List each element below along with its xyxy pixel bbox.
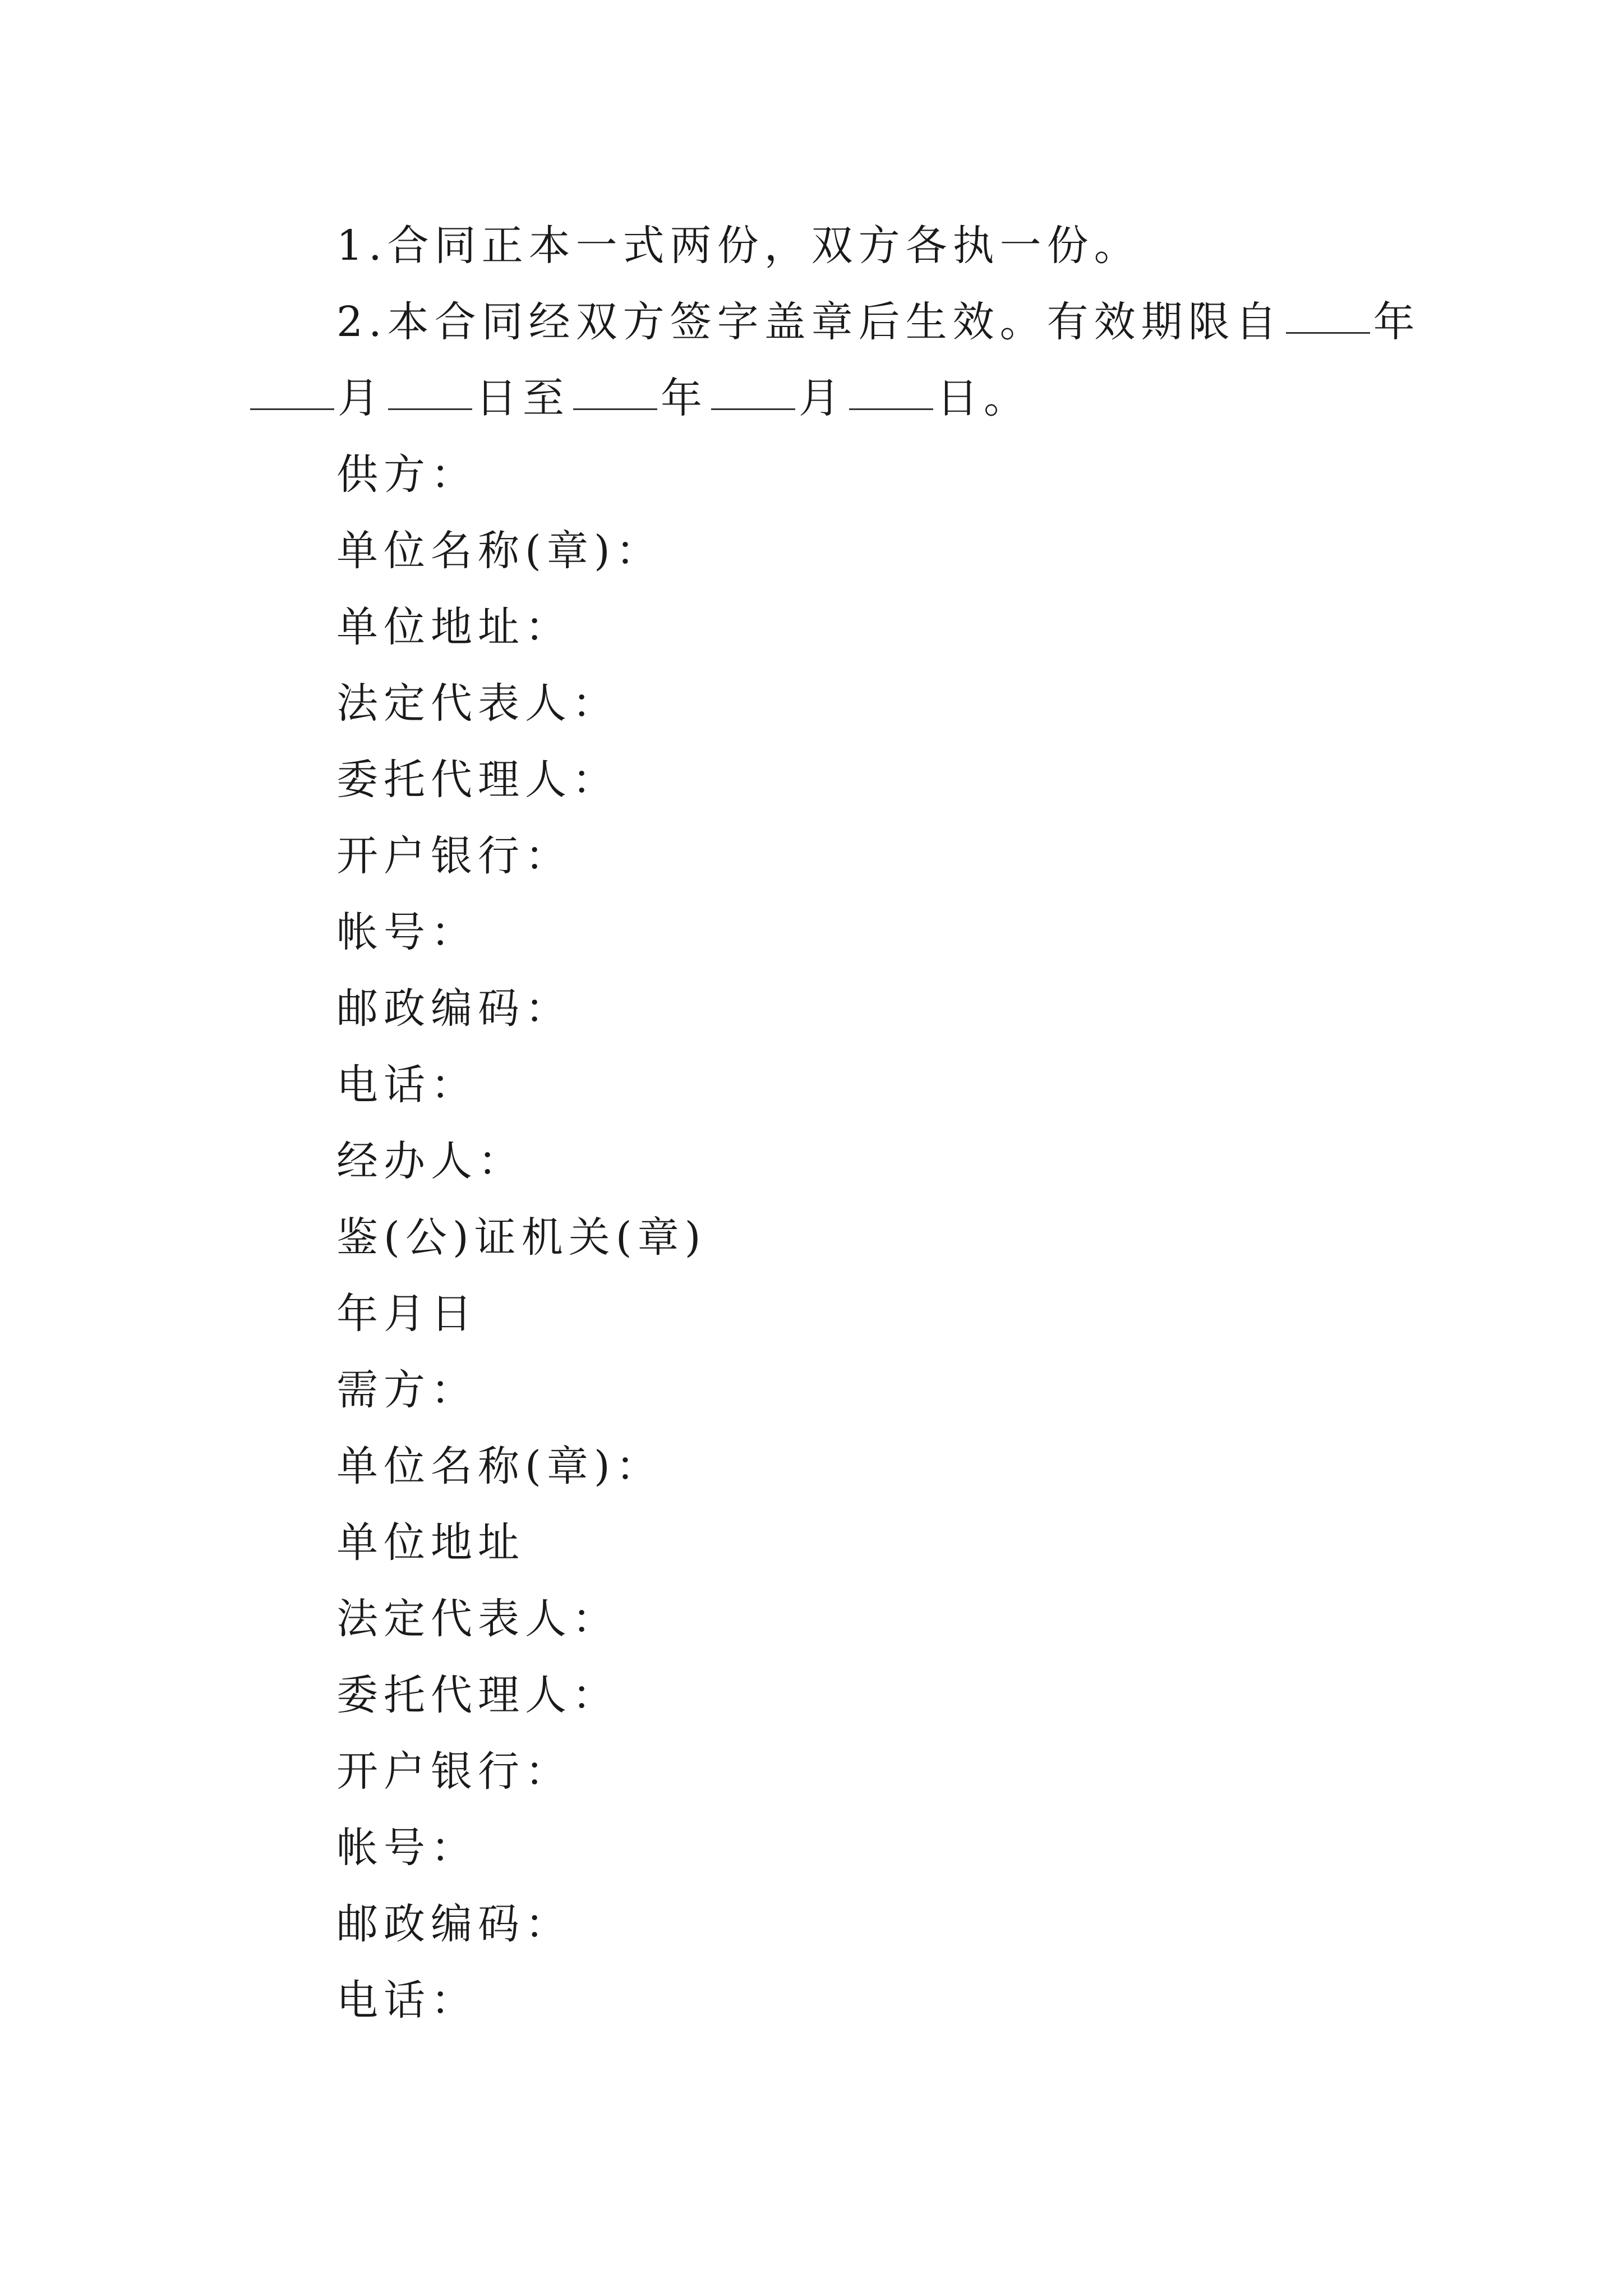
label-day-end: 日。 xyxy=(937,374,1031,422)
supplier-heading: 供方： xyxy=(336,450,478,499)
buyer-agent: 委托代理人： xyxy=(336,1671,619,1719)
buyer-legal-rep: 法定代表人： xyxy=(336,1595,619,1643)
label-year-end: 年 xyxy=(661,374,708,422)
clause-2 xyxy=(247,284,1421,360)
buyer-heading: 需方： xyxy=(336,1366,478,1414)
buyer-unit-address: 单位地址 xyxy=(336,1519,525,1567)
blank-month-end xyxy=(711,397,795,410)
supplier-account: 帐号： xyxy=(336,908,478,956)
supplier-bank: 开户银行： xyxy=(336,832,572,880)
label-year-start: 年 xyxy=(1373,298,1421,346)
buyer-bank: 开户银行： xyxy=(336,1747,572,1796)
clause-1 xyxy=(247,208,1380,284)
supplier-phone: 电话： xyxy=(336,1061,478,1109)
notary-office: 鉴(公)证机关(章) xyxy=(336,1213,707,1262)
clause-2-text: 2.本合同经双方签字盖章后生效。有效期限自 xyxy=(336,298,1283,346)
blank-day-start xyxy=(388,397,472,410)
blank-year-start xyxy=(1286,321,1370,334)
supplier-postcode: 邮政编码： xyxy=(336,984,572,1033)
clause-1-text: 1.合同正本一式两份，双方各执一份。 xyxy=(336,222,1141,270)
supplier-handler: 经办人： xyxy=(336,1137,525,1185)
label-month-start: 月 xyxy=(338,374,385,422)
supplier-agent: 委托代理人： xyxy=(336,756,619,804)
supplier-unit-address: 单位地址： xyxy=(336,603,572,651)
notary-date: 年月日 xyxy=(336,1290,478,1338)
label-month-end: 月 xyxy=(799,374,846,422)
blank-month-start xyxy=(250,397,334,410)
supplier-legal-rep: 法定代表人： xyxy=(336,679,619,728)
blank-day-end xyxy=(849,397,933,410)
contract-body xyxy=(247,208,1421,2039)
buyer-postcode: 邮政编码： xyxy=(336,1900,572,1948)
buyer-phone: 电话： xyxy=(336,1976,478,2024)
clause-2-continued xyxy=(247,360,1380,436)
buyer-account: 帐号： xyxy=(336,1824,478,1872)
label-day-start: 日至 xyxy=(476,374,570,422)
buyer-unit-name: 单位名称(章)： xyxy=(336,1442,663,1490)
supplier-unit-name: 单位名称(章)： xyxy=(336,527,663,575)
blank-year-end xyxy=(573,397,657,410)
